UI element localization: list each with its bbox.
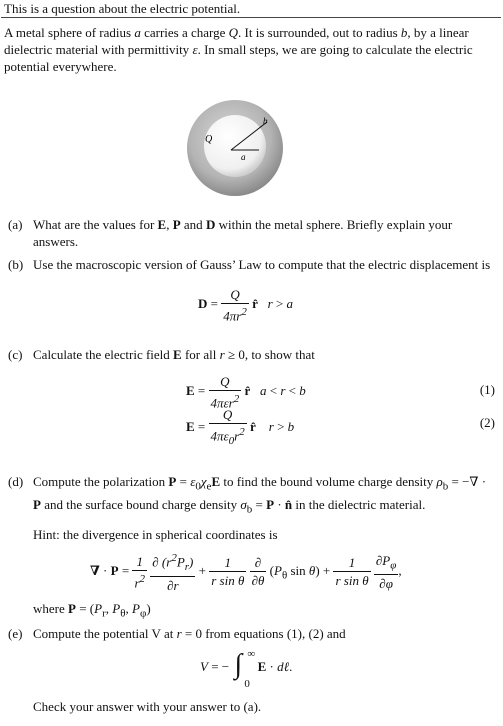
equation-1-number: (1): [479, 382, 495, 397]
potential-integral: V = − ∫ ∞ 0 E · dℓ.: [200, 648, 293, 690]
question-a-label: (a): [8, 217, 23, 232]
question-a-text: What are the values for E, P and D within the metal sphere. Briefly explain your answers.: [33, 217, 453, 249]
where-text: where $P = (P_r$, $P_\theta$, $P_\varphi$): [33, 601, 151, 620]
header-text: This is a question about the electric potential.: [4, 1, 241, 16]
header-box: [1, 0, 501, 18]
question-c-text: Calculate the electric field E for all r ≥ 0, to show that: [33, 347, 315, 362]
question-b-text: Use the macroscopic version of Gauss’ Law to compute that the electric displacement is: [33, 257, 491, 272]
check-text: Check your answer with your answer to (a).: [33, 699, 262, 714]
question-b-label: (b): [8, 257, 24, 272]
question-d-text: Compute the polarization $P = \varepsilon_0\chi_eE$ to find the bound volume charge density $\rho_b$ = −∇ · P and the surface bound charge density $\sigma_b = P$ · n̂ in the dielectric material.: [33, 474, 487, 516]
label-a: a: [241, 152, 246, 162]
question-e-label: (e): [8, 626, 23, 641]
equation-D: D = $\frac{Q}{4\pi r^2}$ r̂ r > a: [198, 287, 293, 324]
sphere-figure: [175, 88, 295, 208]
question-e-text: Compute the potential V at r = 0 from equations (1), (2) and: [33, 626, 346, 641]
intro-paragraph: A metal sphere of radius a carries a charge Q. It is surrounded, out to radius b, by a linear dielectric material with permittivity ε. In small steps, we are going to calculate the electric potential everywhere.: [4, 25, 473, 74]
equation-2: E = $\frac{Q}{4\pi\varepsilon_0r^2}$ r̂ r > b: [186, 406, 294, 450]
divergence-equation: ∇ · P = $\frac{1}{r^2}$ $\frac{\partial (r^2P_r)}{\partial r}$ + $\frac{1}{\text{r sin θ}}$ $\frac{\partial}{\partial\theta}$ ($P_\theta$ sin θ) + $\frac{1}{\text{r sin θ}}$ $\frac{\partial P_\varphi}{\partial\varphi}$ ,: [90, 552, 402, 593]
label-b: b: [263, 116, 268, 126]
equation-1: E = $\frac{Q}{4\pi\varepsilon r^2}$ r̂ a < r < b: [186, 374, 306, 411]
question-d-label: (d): [8, 474, 24, 489]
metal-sphere: [204, 115, 266, 177]
question-c-label: (c): [8, 347, 23, 362]
equation-2-number: (2): [479, 415, 495, 430]
hint-text: Hint: the divergence in spherical coordinates is: [33, 527, 278, 542]
label-Q: Q: [205, 134, 213, 145]
